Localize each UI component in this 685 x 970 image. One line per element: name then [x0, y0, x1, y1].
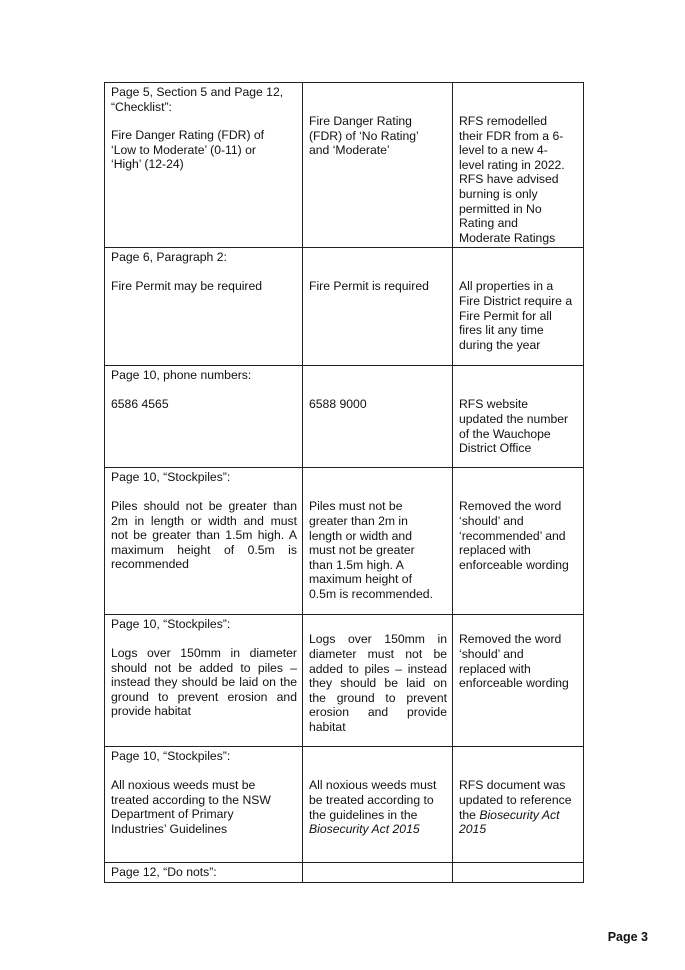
table-row	[105, 248, 584, 366]
revised-cell	[303, 615, 453, 747]
revised-cell	[303, 366, 453, 468]
row-heading: Page 5, Section 5 and Page 12, “Checklist”:	[111, 85, 284, 114]
table-row	[105, 366, 584, 468]
reason-cell	[453, 747, 584, 863]
original-cell	[105, 468, 303, 615]
original-cell	[105, 747, 303, 863]
reason-cell	[453, 366, 584, 468]
page-number: Page 3	[607, 930, 648, 944]
revised-cell	[303, 863, 453, 883]
revised-cell	[303, 468, 453, 615]
original-text: Logs over 150mm in diameter should not be added to piles – instead they should be laid on the ground to prevent erosion and provide habitat	[111, 645, 297, 719]
original-cell	[105, 366, 303, 468]
table-row	[105, 615, 584, 747]
original-text: 6586 4565	[111, 396, 169, 411]
reason-cell	[453, 863, 584, 883]
reason-text-plain: RFS document was updated to reference the	[459, 778, 572, 822]
table-row	[105, 863, 584, 883]
original-text: Fire Danger Rating (FDR) of ‘Low to Moderate’ (0-11) or ‘High’ (12-24)	[111, 128, 265, 172]
row-heading: Page 10, “Stockpiles”:	[111, 470, 231, 485]
revised-text: Fire Danger Rating (FDR) of ‘No Rating’ and ‘Moderate’	[309, 114, 419, 158]
row-heading: Page 10, “Stockpiles”:	[111, 617, 231, 632]
reason-cell	[453, 615, 584, 747]
reason-text: Removed the word ‘should’ and ‘recommended’ and replaced with enforceable wording	[459, 499, 569, 572]
reason-cell	[453, 248, 584, 366]
revised-text: 6588 9000	[309, 397, 367, 412]
act-citation-name: Biosecurity Act	[479, 807, 560, 822]
original-text: Fire Permit may be required	[111, 278, 263, 293]
row-heading: Page 10, “Stockpiles”:	[111, 749, 231, 764]
table-row	[105, 468, 584, 615]
original-text: All noxious weeds must be treated according to the NSW Department of Primary Industries’ Guidelines	[111, 777, 271, 836]
row-heading: Page 10, phone numbers:	[111, 368, 252, 383]
original-cell	[105, 83, 303, 248]
revised-cell	[303, 83, 453, 248]
reason-text: Removed the word ‘should’ and replaced with enforceable wording	[459, 632, 569, 691]
revised-text	[309, 778, 447, 836]
revised-cell	[303, 248, 453, 366]
revised-text: Fire Permit is required	[309, 279, 429, 294]
revised-text: Piles must not be greater than 2m in length or width and must not be greater than 1.5m high. A maximum height of 0.5m is recommended.	[309, 499, 433, 601]
act-citation: Biosecurity Act 2015	[309, 822, 420, 837]
table-row	[105, 83, 584, 248]
reason-cell	[453, 468, 584, 615]
original-cell	[105, 248, 303, 366]
revised-text-plain: All noxious weeds must be treated according to the guidelines in the	[309, 778, 437, 822]
reason-text: RFS remodelled their FDR from a 6- level to a new 4- level rating in 2022. RFS have advised burning is only permitted in No Rating and Moderate Ratings	[459, 114, 565, 245]
original-cell	[105, 863, 303, 883]
revised-text: Logs over 150mm in diameter must not be added to piles – instead they should be laid on the ground to prevent erosion and provide habitat	[309, 632, 447, 734]
reason-cell	[453, 83, 584, 248]
act-citation-year: 2015	[459, 822, 487, 837]
original-cell	[105, 615, 303, 747]
reason-text	[459, 778, 578, 836]
row-heading: Page 12, “Do nots”:	[111, 865, 217, 880]
changes-table	[104, 82, 584, 883]
reason-text: All properties in a Fire District require a Fire Permit for all fires lit any time during the year	[459, 279, 573, 352]
row-heading: Page 6, Paragraph 2:	[111, 250, 227, 265]
reason-text: RFS website updated the number of the Wauchope District Office	[459, 397, 569, 456]
original-text: Piles should not be greater than 2m in length or width and must not be greater than 1.5m high. A maximum height of 0.5m is recommended	[111, 498, 297, 572]
table-row	[105, 747, 584, 863]
revised-cell	[303, 747, 453, 863]
